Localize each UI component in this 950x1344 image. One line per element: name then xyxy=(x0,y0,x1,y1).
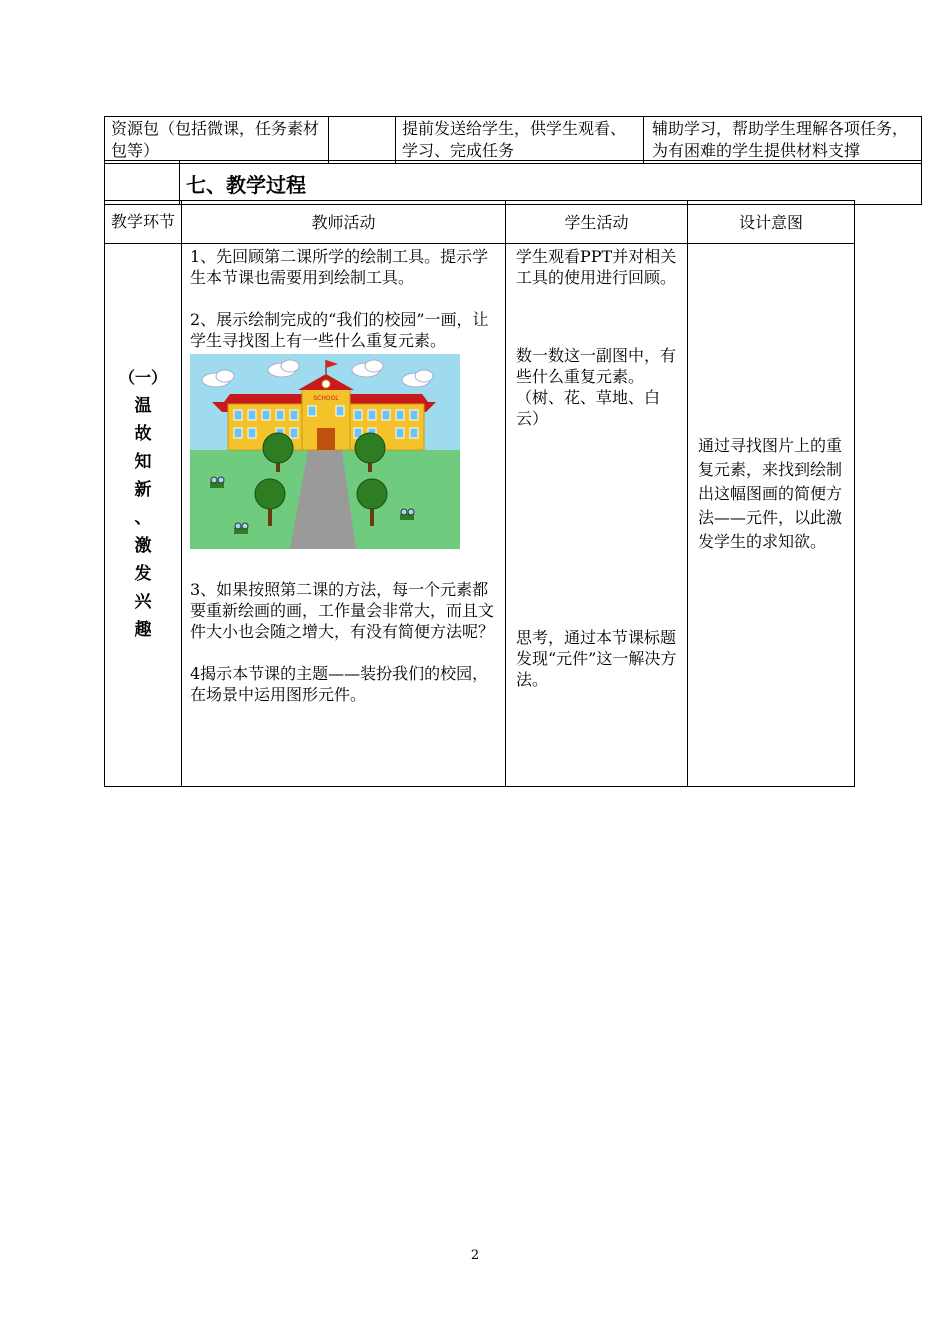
stage-char: 新 xyxy=(134,480,152,500)
intent-text: 通过寻找图片上的重复元素，来找到绘制出这幅图画的简便方法——元件，以此激发学生的求知欲。 xyxy=(698,436,843,551)
resource-empty-cell xyxy=(329,117,396,164)
resource-usage: 提前发送给学生，供学生观看、学习、完成任务 xyxy=(402,119,627,160)
stage-char: 故 xyxy=(134,424,152,444)
student-cell xyxy=(506,244,688,787)
stage-char: 激 xyxy=(134,536,152,556)
flower-icon xyxy=(400,509,414,520)
flower-icon xyxy=(210,477,224,488)
teacher-cell xyxy=(182,244,506,787)
resource-table xyxy=(104,116,922,164)
teacher-step-3: 3、如果按照第二课的方法，每一个元素都要重新绘画的画，工作量会非常大，而且文件大小也会随之增大，有没有简便方法呢？ xyxy=(190,580,495,641)
resource-purpose-cell xyxy=(644,117,922,164)
page-number: 2 xyxy=(470,1248,480,1263)
student-step-3: 思考，通过本节课标题发现“元件”这一解决方法。 xyxy=(516,628,677,689)
header-student: 学生活动 xyxy=(506,201,688,244)
school-sign: SCHOOL xyxy=(313,395,339,402)
header-teacher: 教师活动 xyxy=(182,201,506,244)
flower-icon xyxy=(234,523,248,534)
intent-cell xyxy=(688,244,855,787)
student-step-2: 数一数这一副图中，有些什么重复元素。（树、花、草地、白云） xyxy=(516,346,677,428)
teacher-step-2: 2、展示绘制完成的“我们的校园”一画，让学生寻找图上有一些什么重复元素。 xyxy=(190,310,489,350)
stage-char: 兴 xyxy=(134,592,152,612)
teacher-step-1: 1、先回顾第二课所学的绘制工具。提示学生本节课也需要用到绘制工具。 xyxy=(190,247,489,287)
process-table xyxy=(104,200,855,787)
stage-char: 知 xyxy=(134,452,152,472)
resource-name-cell xyxy=(105,117,329,164)
stage-number: （一） xyxy=(118,368,167,387)
section-title-table xyxy=(104,160,922,205)
student-step-1: 学生观看PPT并对相关工具的使用进行回顾。 xyxy=(516,247,677,287)
school-picture xyxy=(190,354,460,549)
stage-char: 趣 xyxy=(134,620,152,640)
stage-cell xyxy=(105,244,182,787)
school-illustration xyxy=(190,354,460,549)
teacher-step-4: 4揭示本节课的主题——装扮我们的校园，在场景中运用图形元件。 xyxy=(190,664,489,704)
resource-usage-cell xyxy=(396,117,644,164)
section-title: 七、教学过程 xyxy=(180,161,922,205)
header-stage: 教学环节 xyxy=(105,201,182,244)
stage-char: 温 xyxy=(134,396,152,416)
resource-name: 资源包（包括微课，任务素材包等） xyxy=(111,119,320,160)
stage-char: 发 xyxy=(134,564,152,584)
resource-purpose: 辅助学习，帮助学生理解各项任务，为有困难的学生提供材料支撑 xyxy=(652,119,909,160)
section-title-spacer xyxy=(105,161,180,205)
header-intent: 设计意图 xyxy=(688,201,855,244)
stage-char: 、 xyxy=(134,508,152,528)
